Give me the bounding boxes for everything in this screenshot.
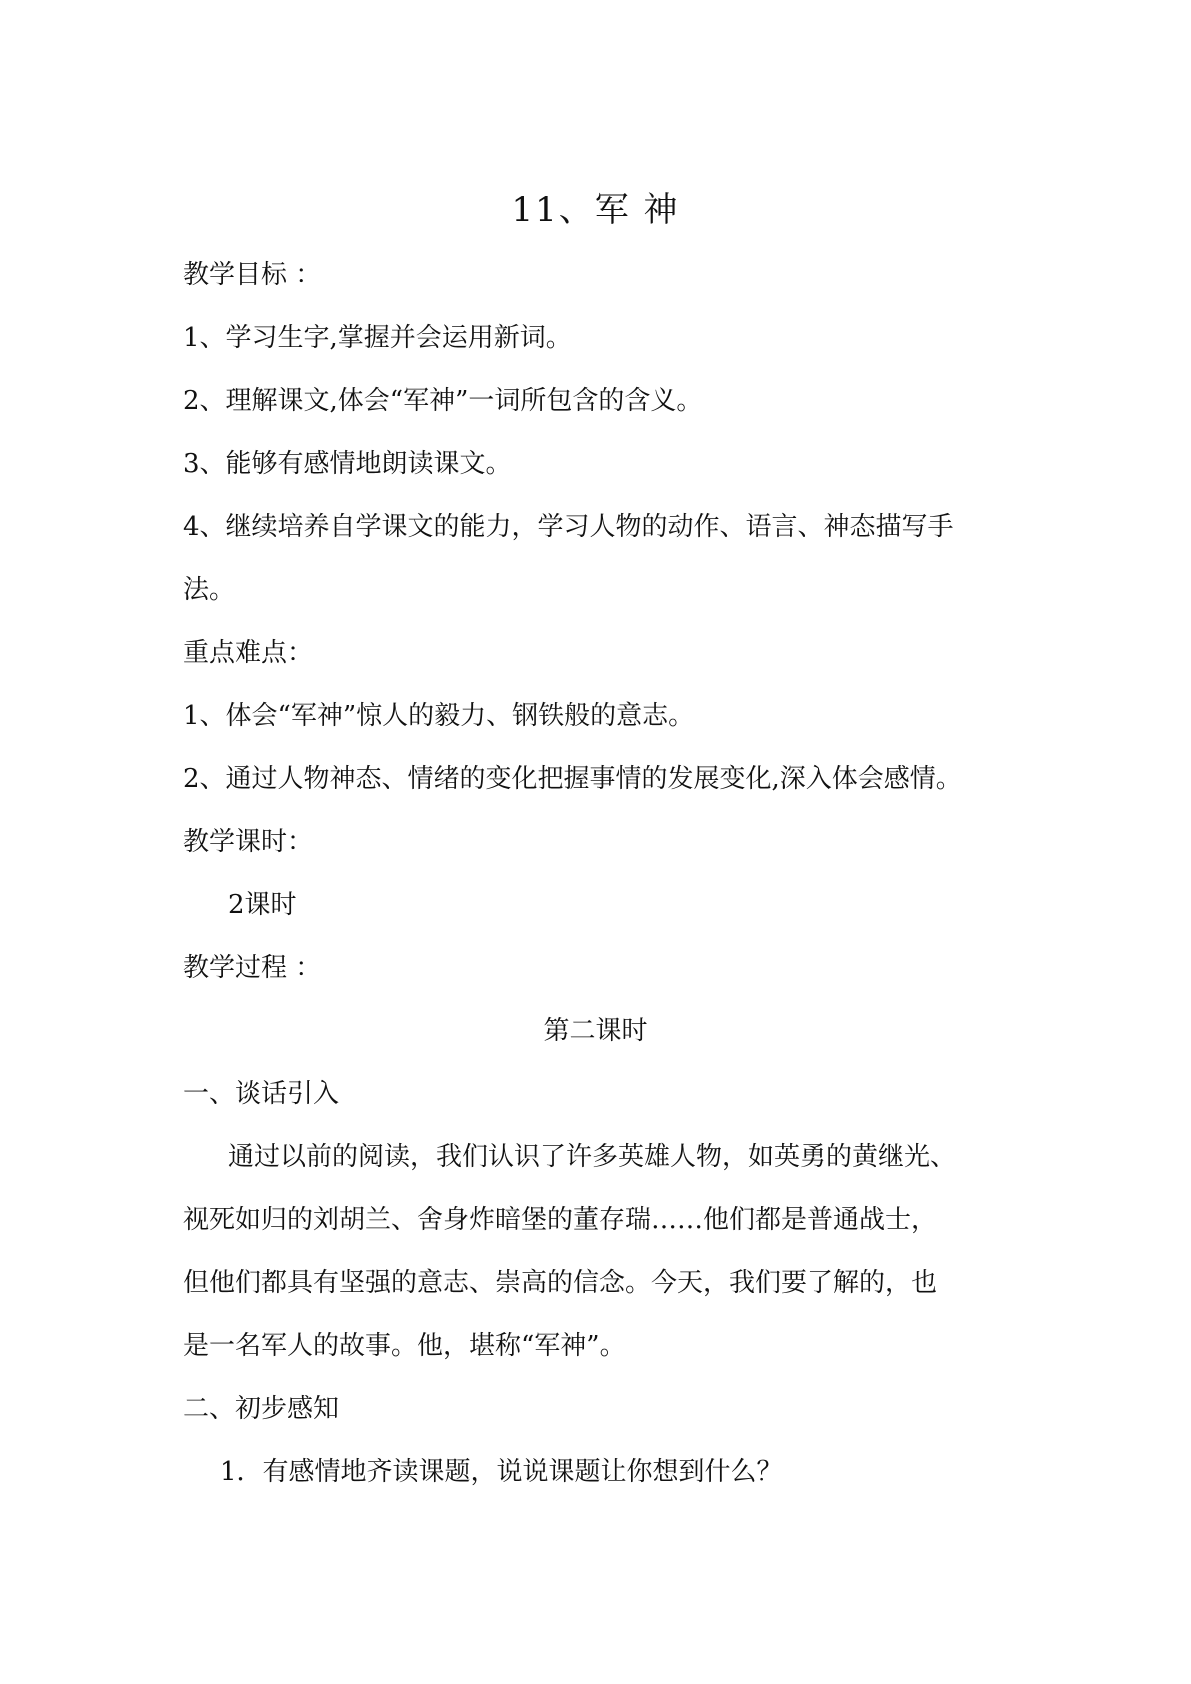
section-1-paragraph-line-1: 通过以前的阅读，我们认识了许多英雄人物，如英勇的黄继光、 <box>228 1142 957 1172</box>
lesson-title: 第二课时 <box>543 1016 648 1046</box>
goal-item-1: 1、学习生字,掌握并会运用新词。 <box>183 323 572 353</box>
goal-item-3: 3、能够有感情地朗读课文。 <box>183 449 512 479</box>
goal-item-4-continued: 法。 <box>183 575 236 605</box>
section-2-heading: 二、初步感知 <box>183 1394 340 1424</box>
section-1-paragraph-line-4: 是一名军人的故事。他，堪称“军神”。 <box>183 1331 626 1361</box>
teaching-hours-value: 2课时 <box>228 890 297 920</box>
section-2-item-1: 1．有感情地齐读课题，说说课题让你想到什么？ <box>220 1457 783 1487</box>
section-1-heading: 一、谈话引入 <box>183 1079 340 1109</box>
teaching-hours-heading: 教学课时： <box>183 827 314 857</box>
section-1-paragraph-line-3: 但他们都具有坚强的意志、崇高的信念。今天，我们要了解的，也 <box>183 1268 938 1298</box>
document-title: 11、军 神 <box>511 190 680 230</box>
goal-item-4: 4、继续培养自学课文的能力，学习人物的动作、语言、神态描写手 <box>183 512 954 542</box>
section-1-paragraph-line-2: 视死如归的刘胡兰、舍身炸暗堡的董存瑞……他们都是普通战士， <box>183 1205 938 1235</box>
teaching-process-heading: 教学过程 ： <box>183 953 322 983</box>
teaching-goals-heading: 教学目标 ： <box>183 260 322 290</box>
key-points-heading: 重点难点： <box>183 638 314 668</box>
goal-item-2: 2、理解课文,体会“军神”一词所包含的含义。 <box>183 386 703 416</box>
key-point-item-1: 1、体会“军神”惊人的毅力、钢铁般的意志。 <box>183 701 695 731</box>
key-point-item-2: 2、通过人物神态、情绪的变化把握事情的发展变化,深入体会感情。 <box>183 764 962 794</box>
